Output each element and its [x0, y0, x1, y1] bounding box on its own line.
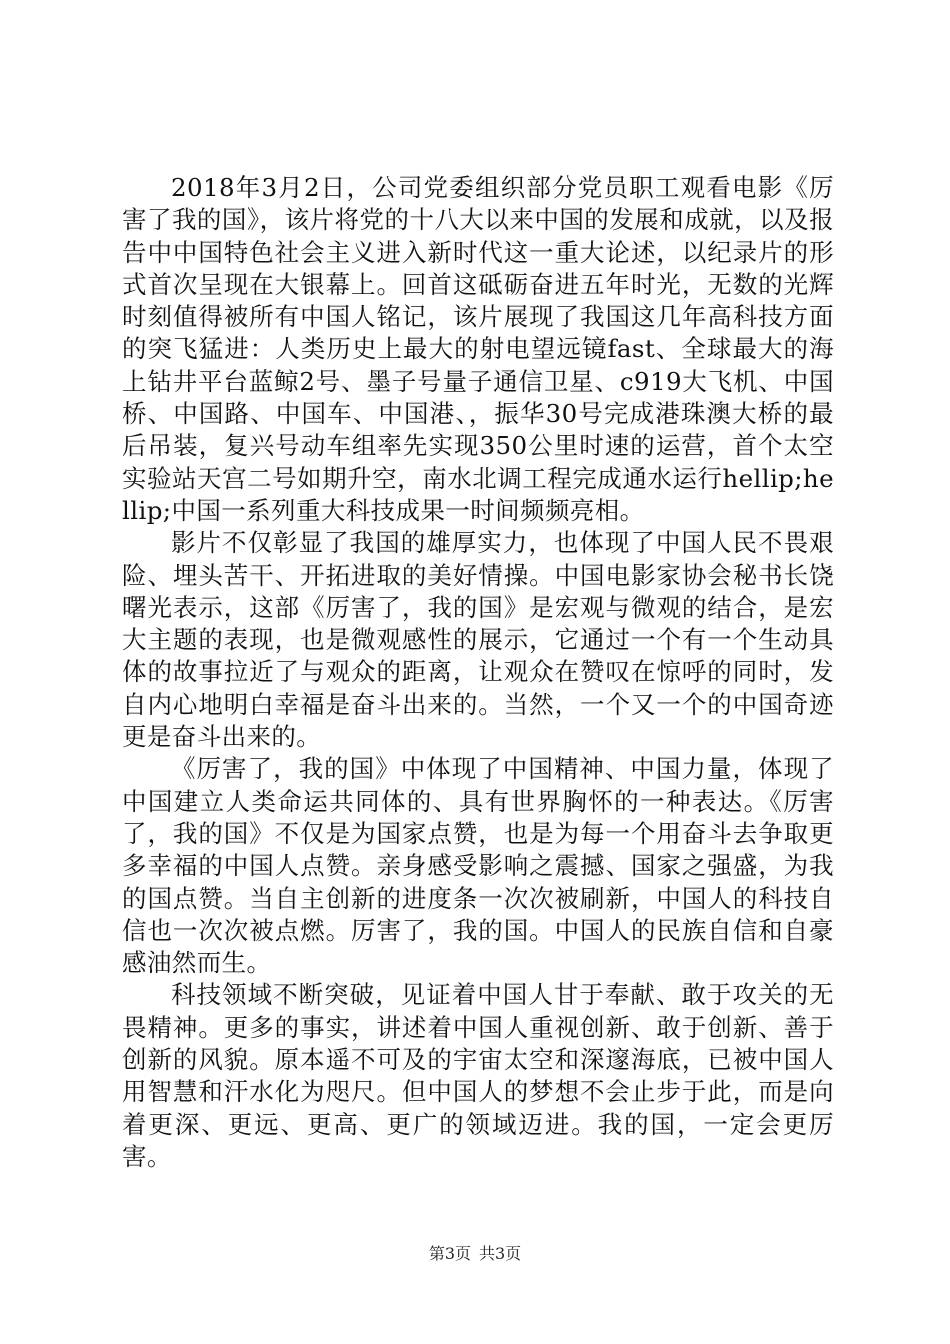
paragraph-3: 《厉害了，我的国》中体现了中国精神、中国力量，体现了中国建立人类命运共同体的、具有世界胸怀的一种表达。《厉害了，我的国》不仅是为国家点赞，也是为每一个用奋斗去争取更多幸福的中国人点赞。亲身感受影响之震撼、国家之强盛，为我的国点赞。当自主创新的进度条一次次被刷新，中国人的科技自信也一次次被点燃。厉害了，我的国。中国人的民族自信和自豪感油然而生。 [122, 754, 834, 978]
paragraph-2: 影片不仅彰显了我国的雄厚实力，也体现了中国人民不畏艰险、埋头苦干、开拓进取的美好情操。中国电影家协会秘书长饶曙光表示，这部《厉害了，我的国》是宏观与微观的结合，是宏大主题的表现，也是微观感性的展示，它通过一个有一个生动具体的故事拉近了与观众的距离，让观众在赞叹在惊呼的同时，发自内心地明白幸福是奋斗出来的。当然，一个又一个的中国奇迹更是奋斗出来的。 [122, 528, 834, 752]
page-footer [0, 1244, 950, 1264]
paragraph-1: 2018年3月2日，公司党委组织部分党员职工观看电影《厉害了我的国》，该片将党的十八大以来中国的发展和成就，以及报告中中国特色社会主义进入新时代这一重大论述，以纪录片的形式首次呈现在大银幕上。回首这砥砺奋进五年时光，无数的光辉时刻值得被所有中国人铭记，该片展现了我国这几年高科技方面的突飞猛进：人类历史上最大的射电望远镜fast、全球最大的海上钻井平台蓝鲸2号、墨子号量子通信卫星、c919大飞机、中国桥、中国路、中国车、中国港、，振华30号完成港珠澳大桥的最后吊装，复兴号动车组率先实现350公里时速的运营，首个太空实验站天宫二号如期升空，南水北调工程完成通水运行hellip;hellip;中国一系列重大科技成果一时间频频亮相。 [122, 173, 834, 525]
page-total: 共3页 [479, 1244, 522, 1263]
document-body [122, 172, 834, 1173]
paragraph-4: 科技领域不断突破，见证着中国人甘于奉献、敢于攻关的无畏精神。更多的事实，讲述着中国人重视创新、敢于创新、善于创新的风貌。原本遥不可及的宇宙太空和深邃海底，已被中国人用智慧和汗水化为咫尺。但中国人的梦想不会止步于此，而是向着更深、更远、更高、更广的领域迈进。我的国，一定会更厉害。 [122, 980, 834, 1171]
page-number: 第3页 [428, 1244, 471, 1263]
